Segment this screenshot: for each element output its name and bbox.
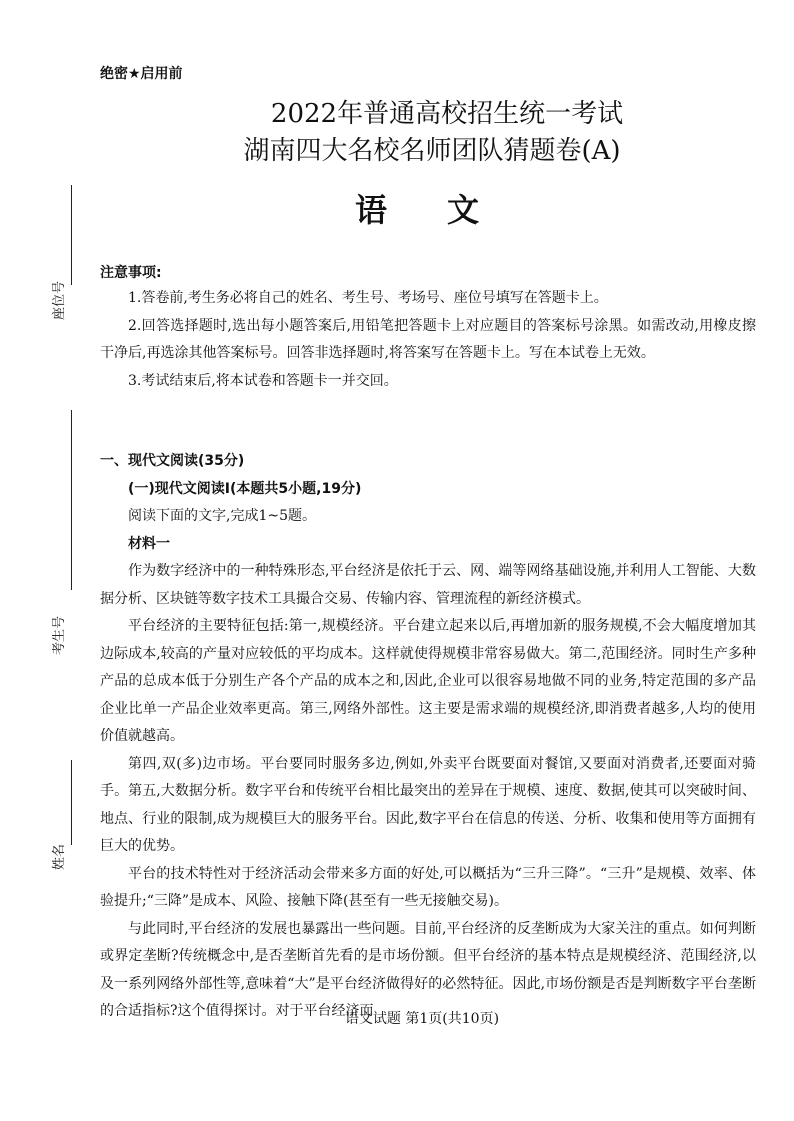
paragraph: 平台经济的主要特征包括:第一,规模经济。平台建立起来以后,再增加新的服务规模,不会大幅度增加其边际成本,较高的产量对应较低的平均成本。这样就使得规模非常容易做大。第二,范围经济。同时生产多种产品的总成本低于分别生产各个产品的成本之和,因此,企业可以很容易地做不同的业务,特定范围的多产品企业比单一产品企业效率更高。第三,网络外部性。这主要是需求端的规模经济,即消费者越多,人均的使用价值就越高。 [100,618,756,744]
section-heading: 一、现代文阅读(35分) [100,453,245,469]
note-item: 1.答卷前,考生务必将自己的姓名、考生号、考场号、座位号填写在答题卡上。 [128,290,608,306]
confidential-label: 绝密★启用前 [100,66,183,82]
exam-title-line2: 湖南四大名校名师团队猜题卷(A) [243,136,621,166]
reading-section [100,448,756,1026]
subject-title: 语文 [354,191,539,229]
exam-title-line1: 2022年普通高校招生统一考试 [270,99,624,129]
page-footer: 语文试题 第1页(共10页) [344,1011,500,1027]
notes-list [100,285,756,395]
section-instruction: 阅读下面的文字,完成1~5题。 [128,508,316,524]
paragraph: 第四,双(多)边市场。平台要同时服务多边,例如,外卖平台既要面对餐馆,又要面对消费者,还要面对骑手。第五,大数据分析。数字平台和传统平台相比最突出的差异在于规模、速度、数据,使其可以突破时间、地点、行业的限制,成为规模巨大的服务平台。因此,数字平台在信息的传送、分析、收集和使用等方面拥有巨大的优势。 [100,755,756,854]
notes-title: 注意事项: [100,265,162,281]
seat-line [71,185,72,285]
material-label: 材料一 [128,535,170,552]
seat-label: 座位号 [52,280,67,320]
paragraph: 作为数字经济中的一种特殊形态,平台经济是依托于云、网、端等网络基础设施,并利用人工智能、大数据分析、区块链等数字技术工具撮合交易、传输内容、管理流程的新经济模式。 [100,563,756,607]
paragraph: 平台的技术特性对于经济活动会带来多方面的好处,可以概括为“三升三降”。“三升”是规模、效率、体验提升;“三降”是成本、风险、接触下降(甚至有一些无接触交易)。 [100,865,756,909]
paragraph: 与此同时,平台经济的发展也暴露出一些问题。目前,平台经济的反垄断成为大家关注的重点。如何判断或界定垄断?传统概念中,是否垄断首先看的是市场份额。但平台经济的基本特点是规模经济、范围经济,以及一系列网络外部性等,意味着“大”是平台经济做得好的必然特征。因此,市场份额是否是判断数字平台垄断的合适指标?这个值得探讨。对于平台经济而 [100,920,756,1019]
exam-no-line [71,410,72,590]
section-subheading: (一)现代文阅读Ⅰ(本题共5小题,19分) [128,480,362,497]
exam-no-label: 考生号 [52,615,67,655]
note-item: 3.考试结束后,将本试卷和答题卡一并交回。 [128,372,398,389]
name-label: 姓名 [52,843,67,870]
name-line [71,760,72,845]
note-item: 2.回答选择题时,选出每小题答案后,用铅笔把答题卡上对应题目的答案标号涂黑。如需改动,用橡皮擦干净后,再选涂其他答案标号。回答非选择题时,将答案写在答题卡上。写在本试卷上无效。 [100,317,756,361]
